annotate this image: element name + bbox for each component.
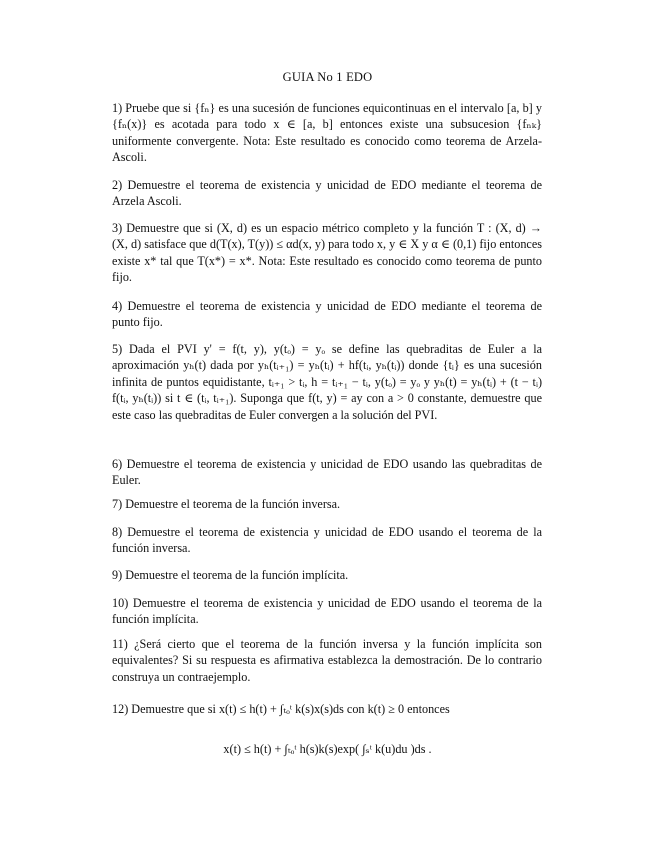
problem-7: 7) Demuestre el teorema de la función inversa. [112,497,341,511]
problem-12: 12) Demuestre que si x(t) ≤ h(t) + ∫ₜₒᵗ k(s)x(s)ds con k(t) ≥ 0 entonces [112,702,450,716]
problem-9: 9) Demuestre el teorema de la función implícita. [112,568,349,582]
problem-5: 5) Dada el PVI y' = f(t, y), y(tₒ) = yₒ se define las quebraditas de Euler a la aproximación yₕ(t) dada por yₕ(tᵢ₊₁) = yₕ(tᵢ) + hf(tᵢ, yₕ(tᵢ)) donde {tᵢ} es una sucesión infinita de puntos equidistante, tᵢ₊₁ > tᵢ, h = tᵢ₊₁ − tᵢ, y(tₒ) = yₒ y yₕ(t) = yₕ(tᵢ) + (t − tᵢ) f(tᵢ, yₕ(tᵢ)) si t ∈ (tᵢ, tᵢ₊₁). Suponga que f(t, y) = ay con a > 0 constante, demuestre que este caso las quebraditas de Euler convergen a la solución del PVI. [112,342,542,422]
problem-8: 8) Demuestre el teorema de existencia y unicidad de EDO usando el teorema de la función inversa. [112,525,542,556]
problem-3: 3) Demuestre que si (X, d) es un espacio métrico completo y la función T : (X, d) → (X, d) satisface que d(T(x), T(y)) ≤ αd(x, y) para todo x, y ∈ X y α ∈ (0,1) fijo entonces existe x* tal que T(x*) = x*. Nota: Este resultado es conocido como teorema de punto fijo. [112,221,542,285]
problem-6: 6) Demuestre el teorema de existencia y unicidad de EDO usando las quebraditas de Euler. [112,457,542,488]
problem-10: 10) Demuestre el teorema de existencia y unicidad de EDO usando el teorema de la función implícita. [112,596,542,627]
problem-11: 11) ¿Será cierto que el teorema de la función inversa y la función implícita son equivalentes? Si su respuesta es afirmativa establezca la demostración. De lo contrario construya un contraejemplo. [112,637,542,684]
page-title: GUIA No 1 EDO [282,70,373,84]
problem-4: 4) Demuestre el teorema de existencia y unicidad de EDO mediante el teorema de punto fijo. [112,299,542,330]
problem-1: 1) Pruebe que si {fₙ} es una sucesión de funciones equicontinuas en el intervalo [a, b] y {fₙ(x)} es acotada para todo x ∈ [a, b] entonces existe una subsucesion {fₙₖ} uniformente convergente. Nota: Este resultado es conocido como teorema de Arzela-Ascoli. [112,101,542,165]
problem-2: 2) Demuestre el teorema de existencia y unicidad de EDO mediante el teorema de Arzela Ascoli. [112,178,542,209]
final-equation: x(t) ≤ h(t) + ∫ₜₒᵗ h(s)k(s)exp( ∫ₛᵗ k(u)du )ds . [223,742,432,756]
